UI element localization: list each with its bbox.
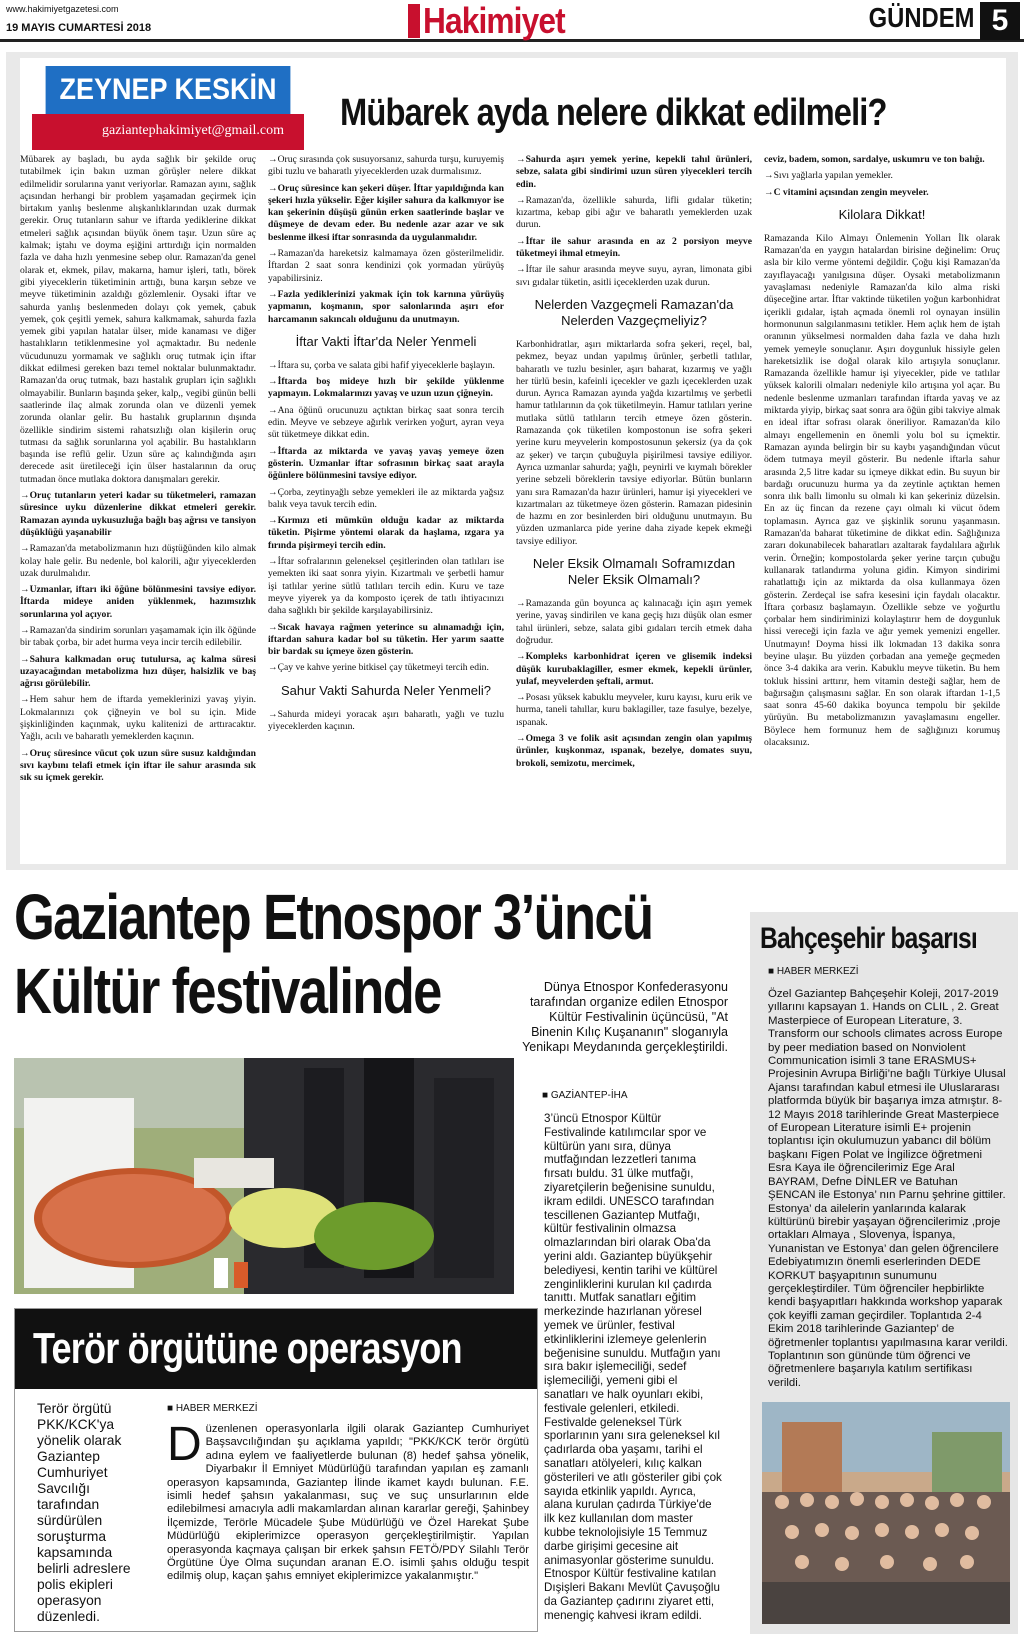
paragraph: →Sahurda aşırı yemek yerine, kepekli tahıl ürünleri, sebze, salata gibi sindirimi uzun süren yiyecekleri tercih edin. xyxy=(516,154,752,190)
paragraph: →Sahurda mideyi yoracak aşırı baharatlı, yağlı ve tuzlu yiyeceklerden kaçının. xyxy=(268,708,504,732)
page-number: 5 xyxy=(980,2,1020,40)
paragraph: →İftara su, çorba ve salata gibi hafif yiyeceklerle başlayın. xyxy=(268,359,495,371)
paragraph: Ramazanda Kilo Almayı Önlemenin Yolları İlk olarak Ramazan'da en yaygın hatalardan birisine değinelim: Oruç asla bir kilo verme yöntemi değildir. Çoğu kişi Ramazan'da zayıflayacağı yanılgısına düşer. Oysaki metabolizmanın yavaşlaması nedeniyle Ramazan'da kilo alma riski düşeceğine artar. İftar vaktinde tüketilen yoğun karbonhidrat içerikli gıdalar, iştah açmada önemli rol oynayan insülin hormonunun salgılanmasını tetikler. Hem açlık hem de iştah oranının yükselmesi normalden daha fazla ve daha hızlı yemek yemeyle sonuçlanır. Aşırı doygunluk hissiyle gelen hareketsizlik ise doğal olarak kilo artışıyla sonuçlanır. Ramazanda özellikle hamur işi yiyecekler, pide ve tatlılar yüksek kalorili olmaları nedeniyle kilo artışına yol açar. Bu nedenle beslenme uzmanları tarafından iftarda yavaş ve az miktarda yiyip, birkaç saat sonra ara öğün gibi takviye almak en ideal iftar sofrası olarak öneriliyor. Ramazan'da kilo almayı engellemenin en önemli yolu bol su içmektir. Ramazan ayında belirgin bir su kaybı yaşandığından vücut ödem tutmaya meyil gösterir. Bu nedenle iftarla sahur arasında 2,5 litre kadar su içmeye dikkat edin. Bu suyun bir bardağı orucunuzu hurma ya da zeytinle açtıktan hemen sonra ılık ballı limonlu su olmalı ki kan şekeriniz düzelsin. En az üç fincan da rezene çayı olmalı ki vücut ödem toplamasın. Ayrıca gaz ve şişkinlik sorunu yaşanmasın. Ramazan'da baharat tüketimine de dikkat edin. Sağlığınıza zararı dokunabilecek baharatları azaltarak faydalılara ağırlık verin. Örneğin; kompostolarda şeker yerine tarçın çubuğu kullanarak tatlandırma yoluna gidin. Kimyon sindirimi rahatlattığı için az miktarda da olsa kullanmaya özen gösterin. Zerdeçal ise safra kesesini için faydalı olacaktır. İftara çorbasız başlamayın. Özellikle sebze ve yoğurtlu çorbalar hem sindiriminizi kolaylaştırır hem de doygunluk hissi vereceği için fazla ve ağır yemek yemenizi engeller. Unutmayın! Doyma hissi ilk lokmadan 13 dakika sonra beyine ulaşır. Bu yüzden çorbadan ana yemeğe geçmeden önce 3-4 dakika ara verin. Kabuklu meyve tüketin. Bu hem tokluk hissini arttırır, hem vitamin desteği sağlar, hem de bağırsağın çalışmasını sağlar. En son olarak iftardan 1-1,5 saat sonra 45-60 dakika boyunca tempolu bir şekilde yürüyün. Bu metabolizmanızın yavaşlamasını engeller. Böylece hem formunuz hem de sağlığınızı korumuş olacaksınız. xyxy=(764,232,1000,749)
paragraph: →Oruç sırasında çok susuyorsanız, sahurda turşu, kuruyemiş gibi tuzlu ve baharatlı yiyeceklerden uzak durmalısınız. xyxy=(268,154,504,178)
subheading-iftar: İftar Vakti İftar'da Neler Yenmeli xyxy=(295,333,477,349)
paragraph: →Çorba, zeytinyağlı sebze yemekleri ile az miktarda yağsız balık veya tavuk tercih edin. xyxy=(268,486,504,510)
paragraph: →İftar ile sahur arasında en az 2 porsiyon meyve tüketmeyi ihmal etmeyin. xyxy=(516,235,752,260)
bahcesehir-headline: Bahçeşehir başarısı xyxy=(760,922,977,955)
author-name: ZEYNEP KESKİN xyxy=(46,66,291,114)
etnospor-body: 3’üncü Etnospor Kültür Festivalinde katılımcılar spor ve kültürün yanı sıra, dünya mutfağından lezzetleri tanıma fırsatı buldu. 31 ülke mutfağı, ziyaretçilerin beğenisine sunuldu, ikram edildi. UNESCO tarafından tescillenen Gaziantep Mutfağı, kültür festivalinin olmazsa olmazlarından biri olarak Oba'da yerini aldı. Gaziantep büyükşehir belediyesi, kentin tarihi ve kültürel zenginliklerini kurulan kıl çadırda tanıttı. Mutfak sanatları eğitim merkezinde hazırlanan yöresel yemek ve ürünler, festival etkinliklerini izlemeye gelenlerin beğenisine sunuldu. Mutfağın yanı sıra bakır işlemeciliği, sedef işlemeciliği, yemeni gibi el sanatları ve halk oyunları ekibi, festivale gelenleri, etkiledi. Festivalde geleneksel Türk sporlarının yanı sıra geleneksel kıl çadırlarda oba yaşamı, tarihi el sanatları atölyeleri, kılıç kalkan gösterileri ve atlı gösteriler gibi çok sayıda etkinlik yapıldı. Ayrıca, alana kurulan çadırda Türkiye'de ilk kez kullanılan dom master kubbe teknolojisiyle 15 Temmuz darbe girişimi gecesine ait animasyonlar gösterime sunuldu. Etnospor Kültür festivaline katılan Dışişleri Bakanı Mevlüt Çavuşoğlu da Gaziantep çadırını ziyaret etti, menengiç kahvesi ikram edildi. xyxy=(544,1112,722,1622)
section-title: GÜNDEM xyxy=(868,2,974,33)
subheading-vazgec: Nelerden Vazgeçmeli Ramazan'da Nelerden Vazgeçmeliyiz? xyxy=(534,296,734,328)
paragraph: →Ana öğünü orucunuzu açtıktan birkaç saat sonra tercih edin. Meyve ve sebzeye ağırlık verirken yoğurt, ayran veya süt tüketmeye dikkat edin. xyxy=(268,404,504,441)
paragraph: →Posası yüksek kabuklu meyveler, kuru kayısı, kuru erik ve hurma, taneli tahıllar, kuru baklagiller, taze fasulye, bezelye, ıspanak. xyxy=(516,692,752,728)
column-headline: Mübarek ayda nelere dikkat edilmeli? xyxy=(340,92,887,134)
paragraph: →C vitamini açısından zengin meyveler. xyxy=(764,186,929,198)
paragraph: Karbonhidratlar, aşırı miktarlarda sofra şekeri, reçel, bal, pekmez, beyaz undan yapılmış ürünler, şerbetli tatlılar, baharatlı ve tuzlu besinler, aşırı baharat, kızarmış ve yağlı her türlü besin, kafeinli içecekler ve gazlı içeceklerden uzak durun. Ayrıca Ramazan ayında yağda kızartılmış ve şerbetli hamur tatlılarının da çok tüketilmeyin. Hamur tatlıları yerine mutlaka sütlü tatlıların tercih etmeye özen gösterin. Ramazanda çok tüketilen kompostonun ise sofra şekeri yerine kuru meyvelerin kompostosunun şekersiz (ya da çok az şeker) ve tarçın çubuğuyla pişirilmesi tavsiye ediliyor. Ayrıca uzmanlar sahurda; yağlı, peynirli ve kıymalı börekler yerine sebzeli böreklerin tavsiye ediyorlar. Bütün bunların yanı sıra Ramazan'da hazır ürünleri, hamur işi yiyecekleri ve kızartmaları az tüketmeye özen gösterin. Ramazan pidesinin de hazmı en zor besinlerden biri olduğunu unutmayın. Bu yüzden uzmanlarca pide yerine daha ziyade kepek ekmeği tavsiye ediliyor. xyxy=(516,338,752,547)
paragraph: →Sıcak havaya rağmen yeterince su alınamadığı için, iftardan sahura kadar bol su tüketin. Her yarım saatte bir bardak su içmeye özen gösterin. xyxy=(268,621,504,658)
paragraph: →İftarda az miktarda ve yavaş yavaş yemeye özen gösterin. Uzmanlar iftar sofrasının birkaç saat arayla öğünlere bölünmesini tavsiye ediyor. xyxy=(268,445,504,482)
paragraph: →Omega 3 ve folik asit açısından zengin olan yapılmış ürünler, kuşkonmaz, ıspanak, bezelye, domates suyu, brokoli, semizotu, mercimek, xyxy=(516,732,752,769)
column-text-4 xyxy=(764,154,1000,862)
column-frame xyxy=(6,52,1018,870)
column-text-3 xyxy=(516,154,752,862)
issue-date: 19 MAYIS CUMARTESİ 2018 xyxy=(6,22,152,34)
bahcesehir-body: Özel Gaziantep Bahçeşehir Koleji, 2017-2019 yıllarını kapsayan 1. Hands on CLIL , 2. Great Masterpiece of European Literature, 3. Transform our schools climates across Europe by peer mediation based on Nonviolent Communication isimli 3 tane ERASMUS+ Projesinin Avrupa Birliği’ne bağlı Türkiye Ulusal Ajansı tarafından kabul etmesi ile Uluslararası platformda büyük bir başarıya imza atmıştır. 8-12 Mayıs 2018 tarihlerinde Great Masterpiece of European Literature isimli E+ projenin toplantısı için okulumuzun yabancı dil bölüm başkanı Figen Polat ve İngilizce öğretmeni Esra Kaya ile öğrencilerimiz Ege Aral BAYRAM, Defne DİNLER ve Batuhan ŞENCAN ile Estonya’ nın Parnu şehrine gittiler. Estonya’ da ailelerin yanlarında kalarak kültürünü birebir yaşayan öğrencilerimiz ,proje ortakları Almaya , Slovenya, İspanya, Yunanistan ve Estonya’ dan gelen öğrencilere Edebiyatımızın önemli eserlerinden DEDE KORKUT başyapıtının sunumunu gerçekleştirdiler. Tüm öğrenciler hepbirlikte kendi başyapıtları hakkında workshop yaparak çok keyifli zaman geçirdiler. Toplantıda 2-4 Ekim 2018 tarihlerinde Gaziantep’ de öğretmenler toplantısı yapılmasına karar verildi. Toplantının son gününde tüm öğrenci ve öğretmenlere başarıyla katılım sertifikası verildi. xyxy=(768,988,1008,1389)
paragraph: →İftarda boş mideye hızlı bir şekilde yüklenme yapmayın. Lokmalarınızı yavaş ve uzun uzun çiğneyin. xyxy=(268,376,504,400)
paragraph: Mübarek ay başladı, bu ayda sağlık bir şekilde oruç tutabilmek için bakın uzman görüşler nelere dikkat edilmelidir sorularına yanıt veriyorlar. Ramazan ayını, sağlık açısından herhangi bir problem yaşamadan geçirmek için birtakım yanlış beslenme alışkanlıklarından uzak durmak gerekir. Oruç tutanların sahur ve iftarda yediklerine dikkat etmeleri sağlık açısından büyük önem taşır. Uzun süre aç kalmak; iştahı ve doyma eşiğini arttırdığı için normalden fazla ve daha hızlı yenmesine sebep olur. Ramazan'da genel olarak et, ekmek, pilav, makarna, hamur işleri, tatlı, börek gibi yiyeceklerin tüketiminin arttığı, buna karşın sebze ve meyve tüketiminin azaldığı gözlemlenir. Oysaki iftar ve sahurda yanlış beslenmeden dolayı çok yemek, çabuk yemek, çok çeşitli yemek, sahura kalkmamak, sahurda fazla yemek gibi yapılan hatalar ülser, mide kanaması ve diğer hastalıkların tetiklenmesine yol açmaktadır. Bu nedenle vücudunuzu yormamak ve sağlıklı oruç tutmak için iftar dikkat edilmesi gereken bazı temel noktalar bulunmaktadır. Ramazan'da oruç tutmak, bazı hastalık grupları için sağlıklı olmayabilir. Bunların başında şeker, kalp,, vegibi günün belli saatlerinde ilaç almak zorunda olan ve düzenli yemek zorunda olanlar gelir. Bu hastalık gruplarının dışında özellikle sindirim sistemi rahatsızlığı olan kişilerin oruç tutması da sağlık sorunlarına yol açabilir. Bu hastalıkların başında ise reflü gelir. Uzun süre aç kalındığında aşırı derecede asit üretileceği için ülser hastalarının da oruç tutmadan önce mutlaka doktora danışmaları gerekir. xyxy=(20,154,256,485)
paragraph: →Kırmızı eti mümkün olduğu kadar az miktarda tüketin. Pişirme yöntemi olarak da haşlama, ızgara ya fırında pişirmeyi tercih edin. xyxy=(268,515,504,551)
teror-headline: Terör örgütüne operasyon xyxy=(15,1309,537,1389)
logo-text: Hakimiyet xyxy=(423,0,565,41)
paragraph: →Sıvı yağlarla yapılan yemekler. xyxy=(764,170,893,182)
bahcesehir-byline: ■ HABER MERKEZİ xyxy=(768,966,859,977)
etnospor-byline: ■ GAZİANTEP-İHA xyxy=(542,1090,628,1101)
paragraph: →Oruç süresince kan şekeri düşer. İftar yapıldığında kan şekeri hızla yükselir. Eğer kişiler sahura da kalkmıyor ise kan şekerinin düşüşü günün erken saatlerinde başlar ve düşmeye de devam eder. Bu nedenle azar azar ve sık beslenme ilkesi iftar sonrasında da uygulanmalıdır. xyxy=(268,182,504,243)
author-email[interactable]: gaziantephakimiyet@gmail.com xyxy=(32,114,304,150)
paragraph: →Ramazanda gün boyunca aç kalınacağı için aşırı yemek yerine, yavaş sindirilen ve kana geçiş hızı düşük olan esmer tahıl ürünleri, sebze, salata gibi gıdaları tercih etmek daha doğrudur. xyxy=(516,598,752,646)
paragraph: →İftar sofralarının geleneksel çeşitlerinden olan tatlıları ise yemekten iki saat sonra yiyin. Kızartmalı ve şerbetli hamur işi tatlılar yerine sütlü tatlıları tercih edin. Kuru ve taze meyve yiyerek ya da komposto içerek de tatlı ihtiyacınızı daha sağlıklı bir şekilde karşılayabilirsiniz. xyxy=(268,556,504,617)
paragraph: →Oruç tutanların yeteri kadar su tüketmeleri, ramazan süresince uyku düzenlerine dikkat etmeleri gerekir. Ramazan ayında uykusuzluğa bağlı baş ağrısı ve tansiyon düşüklüğü yaşanabilir xyxy=(20,490,256,538)
column-article xyxy=(20,58,1006,864)
column-text-1 xyxy=(20,154,256,862)
logo-stripe-icon xyxy=(408,4,420,38)
teror-body: Düzenlenen operasyonlarla ilgili olarak Gaziantep Cumhuriyet Başsavcılığından şu açıklama yapıldı; "PKK/KCK terör örgütü adına eylem ve faaliyetlerde bulunan (8) hedef şahsa yönelik, Diyarbakır İl Emniyet Müdürlüğü tarafından yapılan eş zamanlı operasyon kapsamında, Gaziantep İlinde ikamet kaydı bulunan. F.E. isimli hedef şahsın yakalanması, suç ve suç unsurlarının elde edilebilmesi amacıyla adli makamlardan alınan kararlar gereği, Şahinbey İlçemizde, Terörle Mücadele Şube Müdürlüğü ve Özel Harekat Şube Müdürlüğü ekiplerimizce operasyon gerçekleştirilmiştir. Yapılan operasyonda kaçmaya çalışan bir erkek şahsın FETÖ/PDY Silahlı Terör Örgütüne Üye Olma suçundan aranan E.O. isimli şahıs olduğu tespit edilmiş olup, kaçan şahıs emniyet ekiplerimizce yakalanmıştır." xyxy=(167,1418,529,1583)
paragraph: →Oruç süresince vücut çok uzun süre susuz kaldığından sıvı kaybını telafi etmek için iftar ile sahur arasında sık sık su içmek gerekir. xyxy=(20,747,256,784)
teror-byline: ■ HABER MERKEZİ xyxy=(167,1403,258,1414)
column-text-2 xyxy=(268,154,504,862)
newspaper-logo xyxy=(408,2,598,40)
teror-lead: Terör örgütü PKK/KCK'ya yönelik olarak Gaziantep Cumhuriyet Savcılığı tarafından sürdürülen soruşturma kapsamında belirli adreslere polis ekipleri operasyon düzenledi. xyxy=(37,1401,131,1624)
paragraph: →Ramazan'da sindirim sorunları yaşamamak için ilk öğünde bir tabak çorba, bir adet hurma veya incir tercih edilebilir. xyxy=(20,624,256,649)
paragraph: →Ramazan'da hareketsiz kalmamaya özen gösterilmelidir. İftardan 2 saat sonra kendinizi çok yormadan yürüyüş yapabilirsiniz. xyxy=(268,248,504,284)
paragraph: →Ramazan'da, özellikle sahurda, lifli gıdalar tüketin; kızartma, kebap gibi ağır ve baharatlı yemeklerden uzak durun. xyxy=(516,194,752,231)
subheading-eksik: Neler Eksik Olmamalı Soframızdan Neler Eksik Olmamalı? xyxy=(532,556,736,588)
paragraph: →Uzmanlar, iftarı iki öğüne bölünmesini tavsiye ediyor. İftarda mideye aniden yüklenmek, hazımsızlık sorunlarına yol açıyor. xyxy=(20,584,256,620)
site-url[interactable]: www.hakimiyetgazetesi.com xyxy=(6,4,119,14)
etnospor-headline: Gaziantep Etnospor 3’üncü Kültür festivalinde xyxy=(14,881,653,1027)
page-header xyxy=(0,0,1024,42)
paragraph: →Çay ve kahve yerine bitkisel çay tüketmeyi tercih edin. xyxy=(268,662,489,674)
bahcesehir-article xyxy=(750,912,1018,1634)
group-photo xyxy=(762,1402,1010,1624)
teror-article xyxy=(14,1308,538,1632)
etnospor-lead: Dünya Etnospor Konfederasyonu tarafından organize edilen Etnospor Kültür Festivalinin üçüncüsü, "At Binenin Kılıç Kuşananın" sloganıyla Yenikapı Meydanında gerçekleştirildi. xyxy=(522,980,728,1054)
subheading-sahur: Sahur Vakti Sahurda Neler Yenmeli? xyxy=(280,682,492,698)
paragraph: ceviz, badem, somon, sardalye, uskumru ve ton balığı. xyxy=(764,154,985,165)
paragraph: →Sahura kalkmadan oruç tutulursa, aç kalma süresi uzayacağından metabolizma hızı düşer, halsizlik ve baş ağrısı görülebilir. xyxy=(20,653,256,690)
paragraph: →Hem sahur hem de iftarda yemeklerinizi yavaş yiyin. Lokmalarınızı çok çiğneyin ve bol su için. Mide şişkinliğinden kaçınmak, uyku kalitenizi de arttıracaktır. Yağlı, acılı ve baharatlı yemeklerden kaçının. xyxy=(20,694,256,743)
drop-cap: D xyxy=(167,1418,202,1471)
paragraph: →Fazla yediklerinizi yakmak için tok karnına yürüyüş yapmanın, koşmanın, spor salonlarında aşırı efor harcamanın sakıncalı olduğunu da unutmayın. xyxy=(268,288,504,325)
festival-photo xyxy=(14,1058,514,1294)
paragraph: →Ramazan'da metabolizmanın hızı düştüğünden kilo almak kolay hale gelir. Bu nedenle, bol kalorili, ağır yiyeceklerden uzak durulmalıdır. xyxy=(20,543,256,579)
author-box xyxy=(32,66,304,150)
subheading-kilo: Kilolara Dikkat! xyxy=(838,206,926,222)
paragraph: →Kompleks karbonhidrat içeren ve glisemik indeksi düşük kurubaklagiller, esmer ekmek, kepekli ürünler, yulaf, meyvelerden şeftali, armut. xyxy=(516,651,752,687)
paragraph: →İftar ile sahur arasında meyve suyu, ayran, limonata gibi sıvı gıdalar tüketin, asitli içeceklerden uzak durun. xyxy=(516,264,752,288)
